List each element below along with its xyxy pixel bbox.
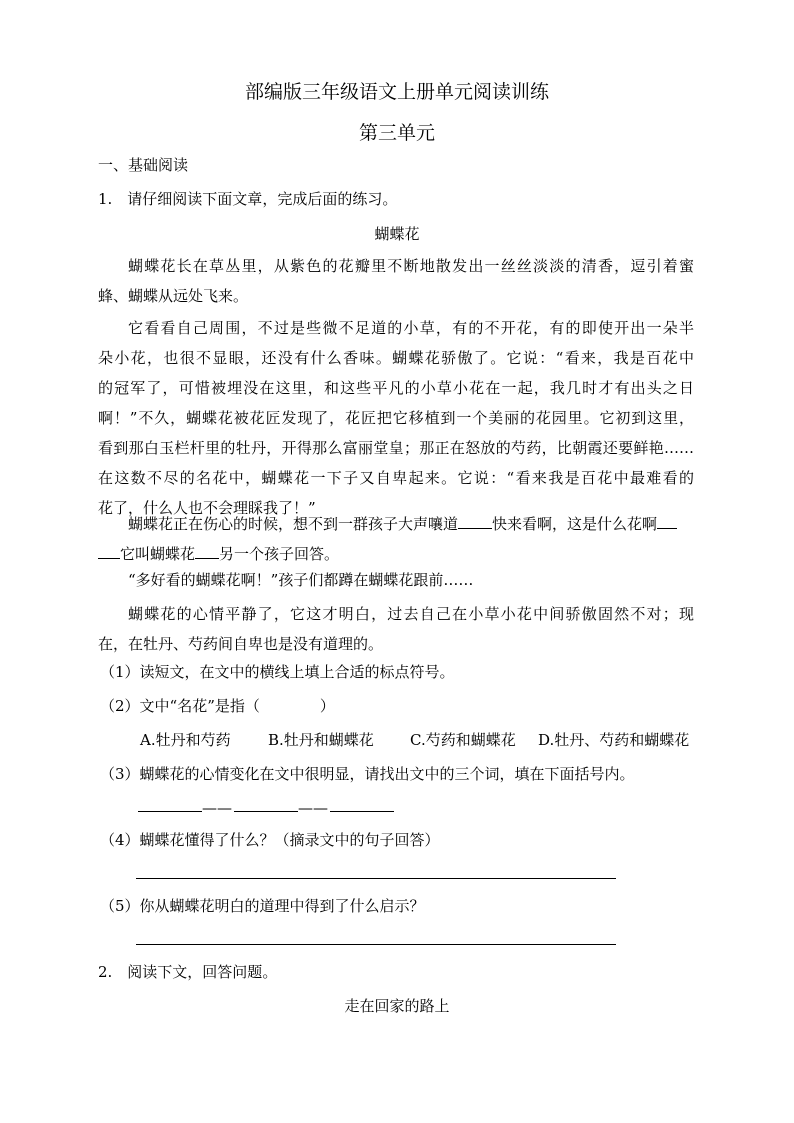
punctuation-blank[interactable] [458,512,492,529]
paragraph-2-line: 看到那白玉栏杆里的牡丹，开得那么富丽堂皇；那正在怒放的芍药，比朝霞还要鲜艳…… [98,439,694,457]
paragraph-2-line: 朵小花，也很不显眼，还没有什么香味。蝴蝶花骄傲了。它说：“看来，我是百花中 [98,349,694,367]
paragraph-3-text: 另一个孩子回答。 [219,545,340,563]
page-title: 部编版三年级语文上册单元阅读训练 [244,81,549,103]
question-1-intro: 1. 请仔细阅读下面文章，完成后面的练习。 [98,190,398,208]
paragraph-2-line: 花了，什么人也不会理睬我了！” [98,499,316,517]
paragraph-2-line: 的冠军了，可惜被埋没在这里，和这些平凡的小草小花在一起，我几时才有出头之日 [98,379,694,397]
paragraph-5-line: 蝴蝶花的心情平静了，它这才明白，过去自己在小草小花中间骄傲固然不对；现 [128,605,694,623]
answer-line[interactable] [136,878,616,879]
arrow-dash: —— [202,799,232,817]
paragraph-3-text: 它叫蝴蝶花 [120,545,196,563]
option-b[interactable]: B.牡丹和蝴蝶花 [268,731,374,749]
question-2-intro: 2. 阅读下文，回答问题。 [98,963,278,981]
option-a[interactable]: A.牡丹和芍药 [140,731,231,749]
paragraph-2-line: 它看看自己周围，不过是些微不足道的小草，有的不开花，有的即使开出一朵半 [128,319,694,337]
paragraph-3-text: 快来看啊，这是什么花啊 [492,515,658,533]
sub-question-1: （1）读短文，在文中的横线上填上合适的标点符号。 [100,663,455,681]
sub-question-4: （4）蝴蝶花懂得了什么？（摘录文中的句子回答） [100,831,440,849]
paragraph-2-line: 在这数不尽的名花中，蝴蝶花一下子又自卑起来。它说：“看来我是百花中最难看的 [98,469,694,487]
paragraph-2-line: 啊！”不久，蝴蝶花被花匠发现了，花匠把它移植到一个美丽的花园里。它初到这里， [98,409,694,427]
paragraph-4: “多好看的蝴蝶花啊！”孩子们都蹲在蝴蝶花跟前…… [128,571,474,589]
arrow-dash: —— [298,799,328,817]
answer-line[interactable] [330,811,394,812]
option-d[interactable]: D.牡丹、芍药和蝴蝶花 [538,731,690,749]
paragraph-1-line: 蜂、蝴蝶从远处飞来。 [98,287,249,305]
answer-line[interactable] [138,811,202,812]
sub-question-3: （3）蝴蝶花的心情变化在文中很明显，请找出文中的三个词，填在下面括号内。 [100,765,635,783]
answer-line[interactable] [234,811,298,812]
paragraph-3-line-2 [98,542,339,564]
punctuation-blank[interactable] [195,542,219,559]
punctuation-blank[interactable] [657,512,677,529]
sub-question-5: （5）你从蝴蝶花明白的道理中得到了什么启示？ [100,897,425,915]
paragraph-3-line-1 [128,512,677,534]
sub-question-2: （2）文中“名花”是指（ ） [100,697,335,715]
unit-title: 第三单元 [358,122,435,144]
punctuation-blank[interactable] [98,542,120,559]
option-c[interactable]: C.芍药和蝴蝶花 [410,731,516,749]
section-heading: 一、基础阅读 [98,156,189,174]
paragraph-3-text: 蝴蝶花正在伤心的时候，想不到一群孩子大声嚷道 [128,515,459,533]
paragraph-5-line: 在，在牡丹、芍药间自卑也是没有道理的。 [98,635,384,653]
article-2-title: 走在回家的路上 [344,997,450,1015]
answer-line[interactable] [136,944,616,945]
article-1-title: 蝴蝶花 [374,225,420,243]
paragraph-1-line: 蝴蝶花长在草丛里，从紫色的花瓣里不断地散发出一丝丝淡淡的清香，逗引着蜜 [128,257,694,275]
